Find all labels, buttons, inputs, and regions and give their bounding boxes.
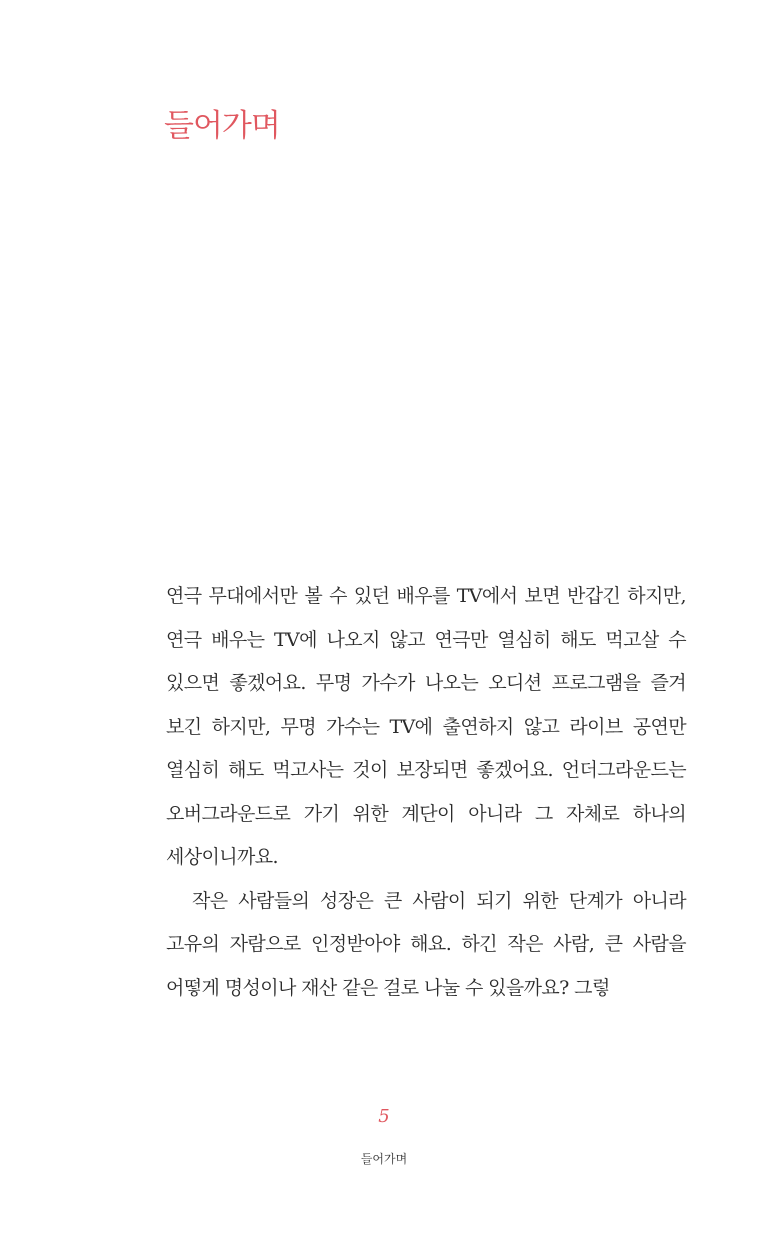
paragraph: 작은 사람들의 성장은 큰 사람이 되기 위한 단계가 아니라 고유의 자람으로 인정받아야 해요. 하긴 작은 사람, 큰 사람을 어떻게 명성이나 재산 같은 걸로 나눌 수 있을까요? 그렇 bbox=[166, 889, 686, 999]
paragraph: 연극 무대에서만 볼 수 있던 배우를 TV에서 보면 반갑긴 하지만, 연극 배우는 TV에 나오지 않고 연극만 열심히 해도 먹고살 수 있으면 좋겠어요. 무명 가수가 나오는 오디션 프로그램을 즐겨 보긴 하지만, 무명 가수는 TV에 출연하지 않고 라이브 공연만 열심히 해도 먹고사는 것이 보장되면 좋겠어요. 언더그라운드는 오버그라운드로 가기 위한 계단이 아니라 그 자체로 하나의 세상이니까요. bbox=[166, 585, 686, 868]
page-number: 5 bbox=[378, 1106, 390, 1127]
body-text bbox=[166, 575, 686, 1010]
chapter-title: 들어가며 bbox=[164, 108, 280, 144]
running-footer-title: 들어가며 bbox=[360, 1152, 408, 1166]
